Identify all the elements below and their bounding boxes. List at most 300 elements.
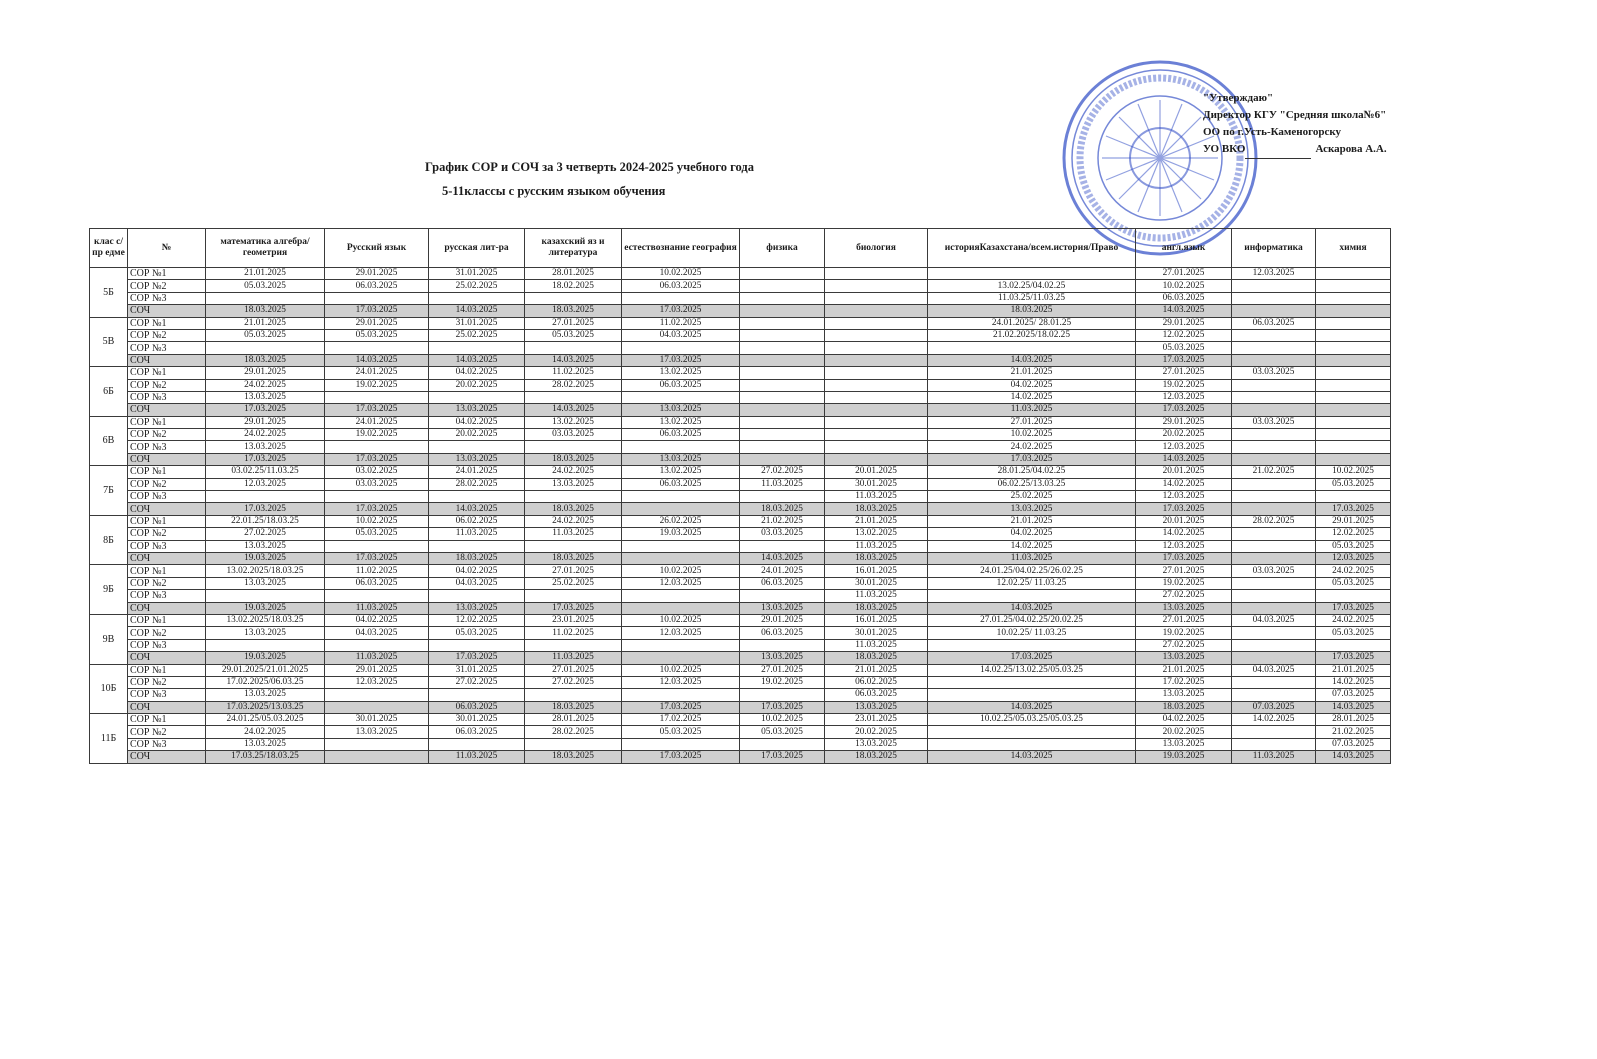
- date-cell: 06.03.2025: [622, 429, 740, 441]
- date-cell: 13.02.2025: [825, 528, 928, 540]
- date-cell: 04.02.2025: [429, 367, 525, 379]
- date-cell: 31.01.2025: [429, 268, 525, 280]
- date-cell: 11.03.2025: [1232, 751, 1316, 763]
- date-cell: [1232, 627, 1316, 639]
- date-cell: [429, 639, 525, 651]
- table-row: [90, 664, 1391, 676]
- date-cell: 20.01.2025: [825, 466, 928, 478]
- date-cell: 25.02.2025: [525, 577, 622, 589]
- date-cell: 14.03.2025: [928, 602, 1136, 614]
- date-cell: [1316, 590, 1391, 602]
- column-header: информатика: [1232, 229, 1316, 268]
- date-cell: 11.02.2025: [325, 565, 429, 577]
- date-cell: 23.01.2025: [525, 614, 622, 626]
- date-cell: [825, 453, 928, 465]
- assessment-type-cell: СОЧ: [128, 404, 206, 416]
- table-row: [90, 453, 1391, 465]
- date-cell: 18.03.2025: [525, 453, 622, 465]
- date-cell: [622, 639, 740, 651]
- date-cell: 04.03.2025: [325, 627, 429, 639]
- date-cell: 19.03.2025: [1136, 751, 1232, 763]
- date-cell: 12.03.2025: [622, 676, 740, 688]
- date-cell: [1316, 639, 1391, 651]
- date-cell: [622, 441, 740, 453]
- date-cell: 17.03.2025: [1136, 503, 1232, 515]
- date-cell: 06.03.2025: [325, 577, 429, 589]
- date-cell: 27.01.2025: [1136, 565, 1232, 577]
- date-cell: 21.01.2025: [825, 664, 928, 676]
- column-header: физика: [740, 229, 825, 268]
- date-cell: 21.02.2025: [1316, 726, 1391, 738]
- date-cell: 14.03.2025: [928, 354, 1136, 366]
- page-subtitle: 5-11классы с русским языком обучения: [442, 184, 666, 198]
- date-cell: [825, 280, 928, 292]
- date-cell: 14.03.2025: [928, 751, 1136, 763]
- date-cell: 14.02.2025: [1136, 528, 1232, 540]
- approval-line-1: "Утверждаю": [1203, 92, 1274, 104]
- date-cell: [525, 491, 622, 503]
- date-cell: 14.03.2025: [429, 305, 525, 317]
- table-row: [90, 391, 1391, 403]
- date-cell: 27.01.25/04.02.25/20.02.25: [928, 614, 1136, 626]
- table-row: [90, 689, 1391, 701]
- date-cell: [825, 441, 928, 453]
- date-cell: 13.03.2025: [622, 404, 740, 416]
- date-cell: 19.02.2025: [740, 676, 825, 688]
- date-cell: 27.01.2025: [1136, 268, 1232, 280]
- date-cell: [525, 689, 622, 701]
- class-name-cell: 5Б: [90, 268, 128, 318]
- date-cell: [740, 305, 825, 317]
- date-cell: [622, 491, 740, 503]
- date-cell: 14.03.2025: [1136, 453, 1232, 465]
- date-cell: 30.01.2025: [429, 714, 525, 726]
- date-cell: [740, 367, 825, 379]
- date-cell: 05.03.2025: [206, 329, 325, 341]
- date-cell: [525, 639, 622, 651]
- date-cell: [525, 540, 622, 552]
- date-cell: 13.02.2025: [622, 416, 740, 428]
- date-cell: 25.02.2025: [928, 491, 1136, 503]
- assessment-type-cell: СОР №1: [128, 565, 206, 577]
- date-cell: 21.01.2025: [206, 317, 325, 329]
- date-cell: 04.03.2025: [429, 577, 525, 589]
- date-cell: 11.03.2025: [825, 540, 928, 552]
- date-cell: [1232, 676, 1316, 688]
- date-cell: 05.03.2025: [206, 280, 325, 292]
- date-cell: 18.03.2025: [525, 503, 622, 515]
- date-cell: 19.03.2025: [206, 602, 325, 614]
- assessment-type-cell: СОР №2: [128, 577, 206, 589]
- date-cell: [928, 639, 1136, 651]
- date-cell: [429, 590, 525, 602]
- date-cell: 29.01.2025: [740, 614, 825, 626]
- class-name-cell: 8Б: [90, 515, 128, 565]
- table-row: [90, 404, 1391, 416]
- date-cell: [206, 342, 325, 354]
- date-cell: 20.01.2025: [1136, 515, 1232, 527]
- date-cell: [1232, 738, 1316, 750]
- class-name-cell: 9Б: [90, 565, 128, 615]
- class-name-cell: 7Б: [90, 466, 128, 516]
- assessment-type-cell: СОР №3: [128, 292, 206, 304]
- date-cell: 11.03.2025: [525, 652, 622, 664]
- date-cell: 29.01.2025: [206, 367, 325, 379]
- date-cell: [825, 317, 928, 329]
- date-cell: [825, 329, 928, 341]
- date-cell: [429, 292, 525, 304]
- date-cell: 12.03.2025: [1316, 552, 1391, 564]
- table-row: [90, 577, 1391, 589]
- date-cell: 12.03.2025: [1232, 268, 1316, 280]
- date-cell: 24.01.2025/ 28.01.25: [928, 317, 1136, 329]
- date-cell: 19.02.2025: [325, 379, 429, 391]
- table-row: [90, 751, 1391, 763]
- date-cell: 12.03.2025: [325, 676, 429, 688]
- date-cell: 17.03.2025: [622, 751, 740, 763]
- date-cell: 17.03.2025: [325, 552, 429, 564]
- date-cell: [1316, 416, 1391, 428]
- assessment-type-cell: СОР №1: [128, 664, 206, 676]
- date-cell: 21.01.2025: [206, 268, 325, 280]
- date-cell: [740, 317, 825, 329]
- date-cell: 06.02.25/13.03.25: [928, 478, 1136, 490]
- date-cell: [928, 676, 1136, 688]
- class-name-cell: 6В: [90, 416, 128, 466]
- date-cell: 25.02.2025: [429, 280, 525, 292]
- date-cell: [1316, 379, 1391, 391]
- date-cell: 06.03.2025: [1232, 317, 1316, 329]
- date-cell: 17.03.2025: [429, 652, 525, 664]
- date-cell: 11.03.2025: [525, 528, 622, 540]
- date-cell: [429, 540, 525, 552]
- date-cell: [325, 441, 429, 453]
- date-cell: [740, 429, 825, 441]
- date-cell: [1232, 379, 1316, 391]
- date-cell: 28.02.2025: [429, 478, 525, 490]
- date-cell: 24.02.2025: [525, 466, 622, 478]
- column-header: англ.язык: [1136, 229, 1232, 268]
- date-cell: 21.02.2025: [1232, 466, 1316, 478]
- date-cell: [1316, 404, 1391, 416]
- date-cell: [325, 701, 429, 713]
- date-cell: [622, 552, 740, 564]
- date-cell: 05.03.2025: [429, 627, 525, 639]
- date-cell: [740, 441, 825, 453]
- date-cell: 24.01.2025: [429, 466, 525, 478]
- date-cell: 12.03.2025: [622, 577, 740, 589]
- schedule-table: [89, 228, 1391, 764]
- date-cell: [740, 391, 825, 403]
- date-cell: [1232, 689, 1316, 701]
- date-cell: [825, 379, 928, 391]
- assessment-type-cell: СОР №1: [128, 268, 206, 280]
- date-cell: 18.03.2025: [825, 602, 928, 614]
- date-cell: [325, 689, 429, 701]
- date-cell: [325, 738, 429, 750]
- assessment-type-cell: СОР №1: [128, 714, 206, 726]
- column-header: казахский яз и литература: [525, 229, 622, 268]
- table-row: [90, 676, 1391, 688]
- date-cell: 27.02.2025: [429, 676, 525, 688]
- date-cell: 13.03.2025: [206, 577, 325, 589]
- date-cell: 28.01.2025: [525, 268, 622, 280]
- table-row: [90, 416, 1391, 428]
- date-cell: 19.03.2025: [622, 528, 740, 540]
- date-cell: 06.03.2025: [622, 280, 740, 292]
- date-cell: 13.03.2025: [429, 404, 525, 416]
- assessment-type-cell: СОР №3: [128, 590, 206, 602]
- date-cell: 30.01.2025: [825, 577, 928, 589]
- date-cell: 29.01.2025: [1136, 317, 1232, 329]
- date-cell: 18.02.2025: [525, 280, 622, 292]
- date-cell: [1316, 317, 1391, 329]
- date-cell: [740, 590, 825, 602]
- date-cell: 03.03.2025: [1232, 565, 1316, 577]
- date-cell: [1232, 280, 1316, 292]
- assessment-type-cell: СОР №1: [128, 614, 206, 626]
- assessment-type-cell: СОЧ: [128, 354, 206, 366]
- date-cell: 25.02.2025: [429, 329, 525, 341]
- column-header: русская лит-ра: [429, 229, 525, 268]
- date-cell: 13.03.2025: [622, 453, 740, 465]
- date-cell: 28.02.2025: [525, 726, 622, 738]
- assessment-type-cell: СОР №2: [128, 429, 206, 441]
- date-cell: 11.03.2025: [325, 652, 429, 664]
- date-cell: [1316, 354, 1391, 366]
- date-cell: 13.03.2025: [1136, 689, 1232, 701]
- date-cell: 05.03.2025: [1136, 342, 1232, 354]
- date-cell: [1232, 726, 1316, 738]
- date-cell: [622, 590, 740, 602]
- date-cell: 14.02.2025: [1232, 714, 1316, 726]
- date-cell: [1232, 577, 1316, 589]
- date-cell: [740, 689, 825, 701]
- date-cell: 17.03.2025: [1136, 404, 1232, 416]
- date-cell: 27.02.2025: [525, 676, 622, 688]
- date-cell: 11.02.2025: [525, 367, 622, 379]
- date-cell: 12.02.2025: [1136, 329, 1232, 341]
- date-cell: [928, 590, 1136, 602]
- table-row: [90, 429, 1391, 441]
- date-cell: [206, 292, 325, 304]
- date-cell: 17.03.2025: [622, 354, 740, 366]
- class-name-cell: 11Б: [90, 714, 128, 764]
- date-cell: 22.01.25/18.03.25: [206, 515, 325, 527]
- date-cell: [1232, 652, 1316, 664]
- class-name-cell: 5В: [90, 317, 128, 367]
- class-name-cell: 6Б: [90, 367, 128, 417]
- date-cell: 06.03.2025: [325, 280, 429, 292]
- date-cell: [622, 652, 740, 664]
- date-cell: [740, 280, 825, 292]
- assessment-type-cell: СОР №2: [128, 280, 206, 292]
- date-cell: 17.03.2025: [1136, 552, 1232, 564]
- date-cell: [740, 404, 825, 416]
- date-cell: 07.03.2025: [1232, 701, 1316, 713]
- date-cell: [1316, 342, 1391, 354]
- date-cell: 24.01.25/04.02.25/26.02.25: [928, 565, 1136, 577]
- date-cell: 24.01.2025: [325, 367, 429, 379]
- date-cell: [325, 491, 429, 503]
- date-cell: 10.02.2025: [740, 714, 825, 726]
- date-cell: 28.01.2025: [1316, 714, 1391, 726]
- date-cell: 06.03.2025: [740, 627, 825, 639]
- date-cell: [740, 639, 825, 651]
- date-cell: 18.03.2025: [429, 552, 525, 564]
- table-row: [90, 652, 1391, 664]
- date-cell: 11.03.2025: [740, 478, 825, 490]
- date-cell: [429, 391, 525, 403]
- date-cell: 17.03.2025: [740, 751, 825, 763]
- date-cell: 30.01.2025: [325, 714, 429, 726]
- date-cell: 14.03.2025: [928, 701, 1136, 713]
- date-cell: [622, 292, 740, 304]
- assessment-type-cell: СОЧ: [128, 453, 206, 465]
- date-cell: 06.03.2025: [429, 726, 525, 738]
- date-cell: 11.03.2025: [928, 404, 1136, 416]
- date-cell: 05.03.2025: [1316, 478, 1391, 490]
- date-cell: [928, 689, 1136, 701]
- date-cell: 17.03.2025: [206, 503, 325, 515]
- date-cell: 30.01.2025: [825, 478, 928, 490]
- date-cell: [325, 751, 429, 763]
- date-cell: [429, 441, 525, 453]
- date-cell: 24.01.2025: [325, 416, 429, 428]
- date-cell: 05.03.2025: [1316, 540, 1391, 552]
- date-cell: 19.02.2025: [1136, 627, 1232, 639]
- date-cell: 13.02.2025/18.03.25: [206, 614, 325, 626]
- date-cell: [1232, 540, 1316, 552]
- date-cell: [622, 503, 740, 515]
- table-row: [90, 379, 1391, 391]
- date-cell: 17.03.2025/13.03.25: [206, 701, 325, 713]
- table-row: [90, 552, 1391, 564]
- date-cell: 13.03.2025: [206, 627, 325, 639]
- table-row: [90, 738, 1391, 750]
- date-cell: 18.03.2025: [928, 305, 1136, 317]
- date-cell: 20.02.2025: [429, 379, 525, 391]
- approval-line-3: ОО по г.Усть-Каменогорску: [1203, 126, 1342, 138]
- date-cell: [740, 268, 825, 280]
- date-cell: 13.03.2025: [1136, 738, 1232, 750]
- date-cell: 05.03.2025: [325, 329, 429, 341]
- date-cell: [1316, 391, 1391, 403]
- date-cell: [928, 268, 1136, 280]
- date-cell: [740, 738, 825, 750]
- date-cell: 11.03.2025: [928, 552, 1136, 564]
- date-cell: 13.03.2025: [206, 441, 325, 453]
- date-cell: 24.02.2025: [1316, 614, 1391, 626]
- assessment-type-cell: СОР №2: [128, 478, 206, 490]
- assessment-type-cell: СОР №3: [128, 342, 206, 354]
- date-cell: [429, 342, 525, 354]
- date-cell: 16.01.2025: [825, 614, 928, 626]
- assessment-type-cell: СОЧ: [128, 552, 206, 564]
- date-cell: [325, 590, 429, 602]
- date-cell: [1232, 590, 1316, 602]
- date-cell: 04.02.2025: [928, 379, 1136, 391]
- table-row: [90, 565, 1391, 577]
- date-cell: 31.01.2025: [429, 317, 525, 329]
- date-cell: 10.02.2025: [622, 565, 740, 577]
- date-cell: [325, 391, 429, 403]
- date-cell: 13.03.2025: [928, 503, 1136, 515]
- date-cell: [622, 689, 740, 701]
- date-cell: 13.02.2025/18.03.25: [206, 565, 325, 577]
- date-cell: 06.03.2025: [622, 478, 740, 490]
- date-cell: [740, 342, 825, 354]
- assessment-type-cell: СОЧ: [128, 602, 206, 614]
- assessment-type-cell: СОЧ: [128, 701, 206, 713]
- date-cell: 10.02.2025: [622, 664, 740, 676]
- date-cell: 29.01.2025: [206, 416, 325, 428]
- date-cell: 29.01.2025/21.01.2025: [206, 664, 325, 676]
- date-cell: [825, 429, 928, 441]
- date-cell: 21.02.2025: [740, 515, 825, 527]
- table-row: [90, 292, 1391, 304]
- date-cell: 13.03.2025: [740, 602, 825, 614]
- date-cell: [622, 540, 740, 552]
- date-cell: 13.03.2025: [1136, 652, 1232, 664]
- date-cell: [1232, 503, 1316, 515]
- date-cell: 17.03.2025: [1316, 503, 1391, 515]
- date-cell: 04.03.2025: [1232, 664, 1316, 676]
- table-row: [90, 627, 1391, 639]
- assessment-type-cell: СОР №2: [128, 379, 206, 391]
- date-cell: 11.03.25/11.03.25: [928, 292, 1136, 304]
- date-cell: 14.02.2025: [1136, 478, 1232, 490]
- column-header: Русский язык: [325, 229, 429, 268]
- date-cell: 10.02.2025: [1136, 280, 1232, 292]
- date-cell: 10.02.2025: [325, 515, 429, 527]
- date-cell: 12.03.2025: [1136, 391, 1232, 403]
- date-cell: 14.02.2025: [1316, 676, 1391, 688]
- date-cell: 18.03.2025: [525, 701, 622, 713]
- date-cell: [429, 491, 525, 503]
- date-cell: 14.02.25/13.02.25/05.03.25: [928, 664, 1136, 676]
- date-cell: 11.03.2025: [825, 491, 928, 503]
- assessment-type-cell: СОР №3: [128, 391, 206, 403]
- date-cell: 17.03.2025: [622, 701, 740, 713]
- date-cell: 28.02.2025: [1232, 515, 1316, 527]
- assessment-type-cell: СОР №1: [128, 367, 206, 379]
- date-cell: [1232, 329, 1316, 341]
- date-cell: [525, 292, 622, 304]
- date-cell: [1232, 391, 1316, 403]
- class-name-cell: 10Б: [90, 664, 128, 714]
- date-cell: 18.03.2025: [525, 305, 622, 317]
- date-cell: [525, 738, 622, 750]
- date-cell: [1232, 292, 1316, 304]
- date-cell: 17.03.2025: [325, 503, 429, 515]
- date-cell: 13.03.2025: [825, 738, 928, 750]
- table-row: [90, 305, 1391, 317]
- date-cell: 10.02.25/05.03.25/05.03.25: [928, 714, 1136, 726]
- date-cell: 03.03.2025: [1232, 367, 1316, 379]
- date-cell: [740, 292, 825, 304]
- date-cell: 13.03.2025: [825, 701, 928, 713]
- date-cell: 17.02.2025: [622, 714, 740, 726]
- date-cell: 05.03.2025: [1316, 627, 1391, 639]
- date-cell: [740, 416, 825, 428]
- date-cell: 18.03.2025: [825, 552, 928, 564]
- table-row: [90, 639, 1391, 651]
- date-cell: [928, 726, 1136, 738]
- date-cell: 13.03.2025: [525, 478, 622, 490]
- date-cell: 04.03.2025: [622, 329, 740, 341]
- date-cell: [1316, 329, 1391, 341]
